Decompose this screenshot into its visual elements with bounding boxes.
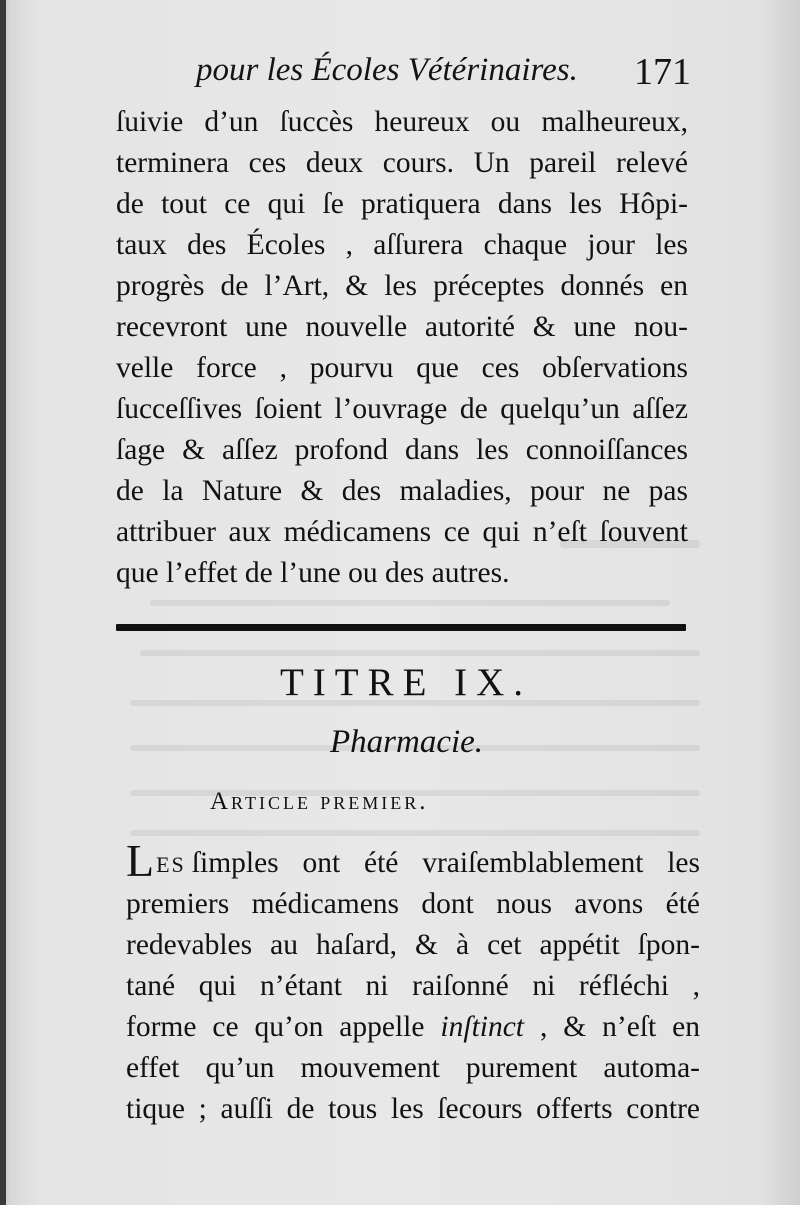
text-line: premiers médicamens dont nous avons été [126, 888, 700, 920]
paragraph-continuation [116, 102, 688, 594]
text-fragment: forme ce qu’on appelle [126, 1011, 425, 1043]
text-line-first [126, 835, 700, 886]
text-line: que l’effet de l’une ou des autres. [116, 557, 510, 589]
text-line: tané qui n’étant ni raiſonné ni réfléchi , [126, 970, 700, 1002]
text-line: recevront une nouvelle autorité & une nou- [116, 311, 688, 343]
text-line: taux des Écoles , aſſurera chaque jour les [116, 229, 688, 261]
text-line: terminera ces deux cours. Un pareil relevé [116, 147, 688, 179]
book-spine-shadow [0, 0, 6, 1205]
text-line: velle force , pourvu que ces obſervations [116, 352, 688, 384]
page-number: 171 [634, 51, 691, 93]
running-head [196, 52, 691, 102]
text-line: attribuer aux médicamens ce qui n’eſt ſouvent [116, 516, 688, 548]
text-line: ſucceſſives ſoient l’ouvrage de quelqu’un aſſez [116, 393, 688, 425]
chapter-title: TITRE IX. [279, 661, 533, 704]
text-line: effet qu’un mouvement purement automa- [126, 1052, 700, 1084]
paragraph-article [126, 835, 701, 1130]
text-line: progrès de l’Art, & les préceptes donnés en [116, 270, 688, 302]
text-fragment: ſimples ont été vraiſemblablement les [191, 847, 700, 879]
text-line [126, 1007, 700, 1048]
drop-capital-continuation: ES [156, 852, 186, 877]
text-line: de tout ce qui ſe pratiquera dans les Hôpi- [116, 188, 688, 220]
running-title: pour les Écoles Vétérinaires. [196, 52, 578, 88]
chapter-subtitle: Pharmacie. [330, 724, 484, 760]
article-heading: Article premier. [210, 788, 429, 815]
text-line: redevables au haſard, & à cet appétit ſpon- [126, 929, 700, 961]
text-line: ſage & aſſez profond dans les connoiſſances [116, 434, 688, 466]
text-line: tique ; auſſi de tous les ſecours offerts contre [126, 1093, 700, 1125]
text-line: ſuivie d’un ſuccès heureux ou malheureux, [116, 106, 688, 138]
section-divider-rule [116, 624, 686, 631]
text-line: de la Nature & des maladies, pour ne pas [116, 475, 688, 507]
text-fragment: , & n’eſt en [539, 1011, 701, 1043]
drop-capital: L [126, 835, 155, 886]
italic-term: inſtinct [440, 1011, 524, 1043]
